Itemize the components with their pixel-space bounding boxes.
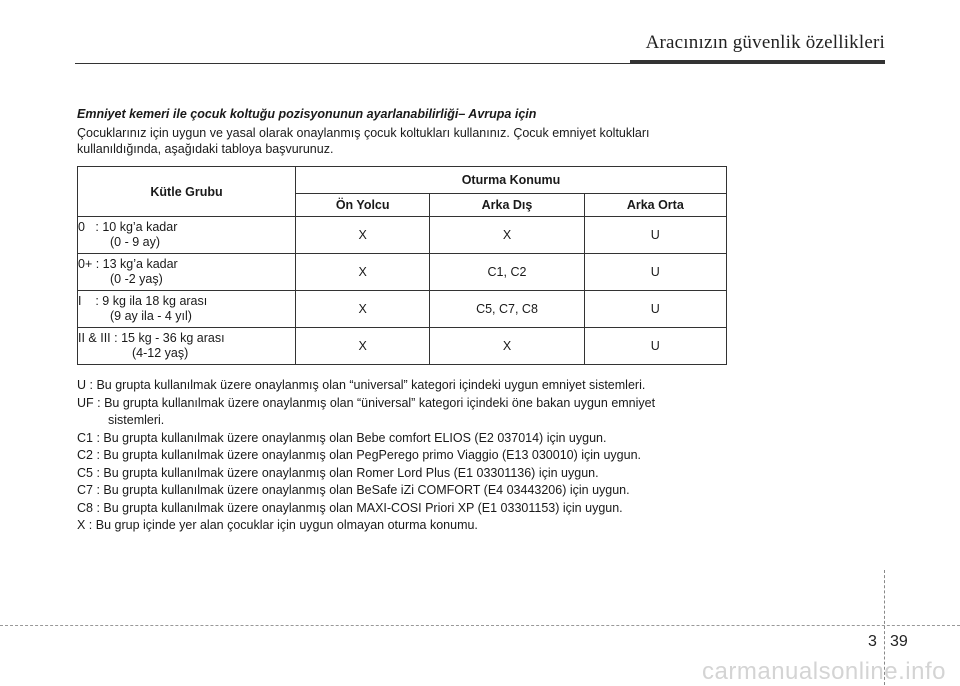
table-cell: U bbox=[584, 254, 726, 291]
table-cell: X bbox=[296, 291, 430, 328]
mass-group-label: 0 : 10 kg’a kadar bbox=[78, 220, 178, 234]
table-cell: U bbox=[584, 291, 726, 328]
watermark: carmanualsonline.info bbox=[702, 658, 946, 685]
main-content bbox=[77, 107, 727, 535]
mass-group-cell bbox=[78, 328, 296, 365]
legend-item-uf: UF : Bu grupta kullanılmak üzere onaylanmış olan “üniversal” kategori içindeki öne bakan uygun emniyet bbox=[77, 395, 656, 410]
mass-group-label: 0+ : 13 kg’a kadar bbox=[78, 257, 178, 271]
table-cell: C5, C7, C8 bbox=[430, 291, 584, 328]
table-cell: X bbox=[430, 328, 584, 365]
table-row bbox=[78, 217, 727, 254]
page-header-title: Aracınızın güvenlik özellikleri bbox=[645, 32, 885, 53]
column-rear-center: Arka Orta bbox=[584, 194, 726, 217]
legend bbox=[77, 377, 727, 535]
footer-dashed-rule bbox=[0, 625, 960, 626]
mass-group-cell bbox=[78, 217, 296, 254]
seat-position-table bbox=[77, 166, 727, 365]
mass-group-age: (4-12 yaş) bbox=[132, 346, 189, 360]
mass-group-label: I : 9 kg ila 18 kg arası bbox=[78, 294, 208, 308]
mass-group-cell bbox=[78, 291, 296, 328]
table-cell: U bbox=[584, 328, 726, 365]
table-cell: X bbox=[296, 254, 430, 291]
mass-group-age: (0 - 9 ay) bbox=[110, 235, 161, 249]
table-cell: X bbox=[296, 328, 430, 365]
legend-item-c5: C5 : Bu grupta kullanılmak üzere onaylanmış olan Romer Lord Plus (E1 03301136) için uygun. bbox=[77, 465, 599, 480]
page-number: 39 bbox=[890, 633, 908, 650]
legend-item-c2: C2 : Bu grupta kullanılmak üzere onaylanmış olan PegPerego primo Viaggio (E13 030010) için uygun. bbox=[77, 448, 641, 462]
mass-group-cell bbox=[78, 254, 296, 291]
table-cell: U bbox=[584, 217, 726, 254]
table-header-row bbox=[78, 167, 727, 194]
legend-item-u: U : Bu grupta kullanılmak üzere onaylanmış olan “universal” kategori içindeki uygun emniyet sistemleri. bbox=[77, 378, 646, 392]
table-cell: C1, C2 bbox=[430, 254, 584, 291]
legend-item-c1: C1 : Bu grupta kullanılmak üzere onaylanmış olan Bebe comfort ELIOS (E2 037014) için uygun. bbox=[77, 430, 607, 445]
legend-item-uf-cont: sistemleri. bbox=[108, 413, 165, 427]
intro-text bbox=[77, 125, 727, 157]
table-cell: X bbox=[296, 217, 430, 254]
table-cell: X bbox=[430, 217, 584, 254]
table-row bbox=[78, 328, 727, 365]
column-rear-outboard: Arka Dış bbox=[430, 194, 584, 217]
mass-group-header: Kütle Grubu bbox=[78, 167, 296, 217]
header-rule bbox=[75, 63, 883, 64]
mass-group-age: (0 -2 yaş) bbox=[110, 272, 163, 286]
chapter-number: 3 bbox=[868, 633, 877, 650]
seating-position-header: Oturma Konumu bbox=[296, 167, 727, 194]
table-row bbox=[78, 291, 727, 328]
mass-group-age: (9 ay ila - 4 yıl) bbox=[110, 309, 192, 323]
table-row bbox=[78, 254, 727, 291]
legend-item-x: X : Bu grup içinde yer alan çocuklar için uygun olmayan oturma konumu. bbox=[77, 518, 478, 532]
intro-line-2: kullanıldığında, aşağıdaki tabloya başvurunuz. bbox=[77, 142, 334, 156]
legend-item-c7: C7 : Bu grupta kullanılmak üzere onaylanmış olan BeSafe iZi COMFORT (E4 03443206) için uygun. bbox=[77, 483, 630, 497]
legend-item-c8: C8 : Bu grupta kullanılmak üzere onaylanmış olan MAXI-COSI Priori XP (E1 03301153) için uygun. bbox=[77, 500, 623, 515]
intro-line-1: Çocuklarınız için uygun ve yasal olarak onaylanmış çocuk koltukları kullanınız. Çocuk emniyet koltukları bbox=[77, 126, 650, 140]
section-title: Emniyet kemeri ile çocuk koltuğu pozisyonunun ayarlanabilirliği– Avrupa için bbox=[77, 107, 537, 121]
column-front-passenger: Ön Yolcu bbox=[296, 194, 430, 217]
mass-group-label: II & III : 15 kg - 36 kg arası bbox=[78, 331, 225, 345]
